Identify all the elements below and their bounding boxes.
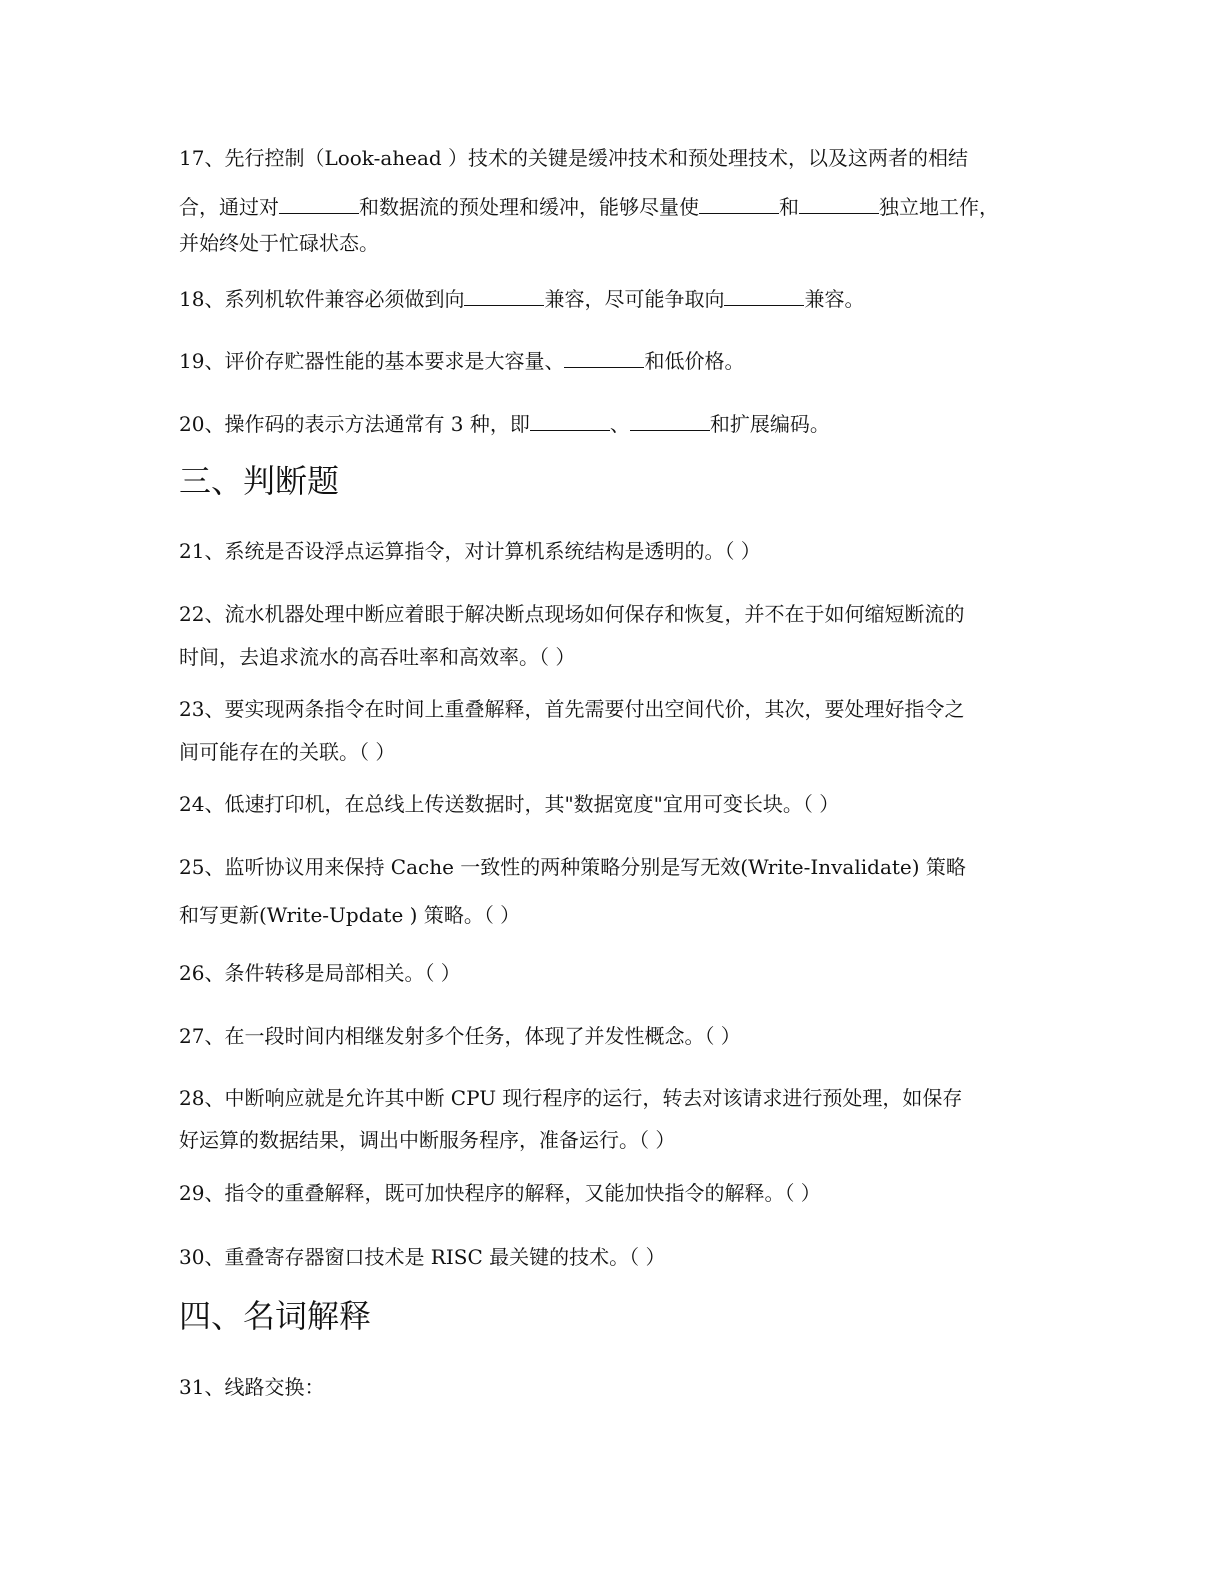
question-18-text-b: 兼容，尽可能争取向 (544, 287, 725, 311)
question-20-text-a: 20、操作码的表示方法通常有 3 种，即 (179, 412, 530, 436)
question-27: 27、在一段时间内相继发射多个任务，体现了并发性概念。（ ） (179, 1024, 741, 1048)
question-26: 26、条件转移是局部相关。（ ） (179, 961, 461, 985)
section-heading-terms: 四、名词解释 (179, 1297, 372, 1335)
blank-field (724, 285, 804, 306)
question-17-line-2 (179, 193, 1059, 219)
question-20 (179, 410, 1059, 436)
question-28-line-2: 好运算的数据结果，调出中断服务程序，准备运行。（ ） (179, 1128, 676, 1152)
question-19 (179, 347, 1059, 373)
blank-field (530, 410, 610, 431)
question-17-text-b: 和数据流的预处理和缓冲，能够尽量使 (359, 195, 699, 219)
question-22-line-1: 22、流水机器处理中断应着眼于解决断点现场如何保存和恢复，并不在于如何缩短断流的 (179, 602, 965, 626)
question-19-text-b: 和低价格。 (644, 349, 745, 373)
question-20-text-c: 和扩展编码。 (709, 412, 830, 436)
question-18-text-a: 18、系列机软件兼容必须做到向 (179, 287, 465, 311)
question-17-line-3: 并始终处于忙碌状态。 (179, 231, 379, 255)
blank-field (279, 193, 359, 214)
question-24: 24、低速打印机，在总线上传送数据时，其"数据宽度"宜用可变长块。（ ） (179, 792, 840, 816)
question-18-text-c: 兼容。 (804, 287, 865, 311)
question-21: 21、系统是否设浮点运算指令，对计算机系统结构是透明的。（ ） (179, 539, 761, 563)
question-25-line-2: 和写更新(Write-Update ) 策略。（ ） (179, 903, 521, 927)
question-17-text-a: 合，通过对 (179, 195, 279, 219)
question-23-line-2: 间可能存在的关联。（ ） (179, 740, 396, 764)
blank-field (630, 410, 710, 431)
question-23-line-1: 23、要实现两条指令在时间上重叠解释，首先需要付出空间代价，其次，要处理好指令之 (179, 697, 965, 721)
question-29: 29、指令的重叠解释，既可加快程序的解释，又能加快指令的解释。（ ） (179, 1181, 821, 1205)
blank-field (464, 285, 544, 306)
section-heading-judgement: 三、判断题 (179, 462, 340, 500)
question-25-line-1: 25、监听协议用来保持 Cache 一致性的两种策略分别是写无效(Write-Invalidate) 策略 (179, 855, 966, 879)
blank-field (699, 193, 779, 214)
blank-field (799, 193, 879, 214)
question-18 (179, 285, 1059, 311)
question-17-text-d: 独立地工作， (879, 195, 999, 219)
question-19-text-a: 19、评价存贮器性能的基本要求是大容量、 (179, 349, 565, 373)
question-31: 31、线路交换： (179, 1375, 325, 1399)
question-28-line-1: 28、中断响应就是允许其中断 CPU 现行程序的运行，转去对该请求进行预处理，如保存 (179, 1086, 963, 1110)
question-17-line-1: 17、先行控制（Look-ahead ）技术的关键是缓冲技术和预处理技术，以及这两者的相结 (179, 146, 969, 170)
question-22-line-2: 时间，去追求流水的高吞吐率和高效率。（ ） (179, 645, 576, 669)
question-30: 30、重叠寄存器窗口技术是 RISC 最关键的技术。（ ） (179, 1245, 666, 1269)
question-17-text-c: 和 (779, 195, 799, 219)
question-20-text-b: 、 (609, 412, 630, 436)
blank-field (564, 347, 644, 368)
